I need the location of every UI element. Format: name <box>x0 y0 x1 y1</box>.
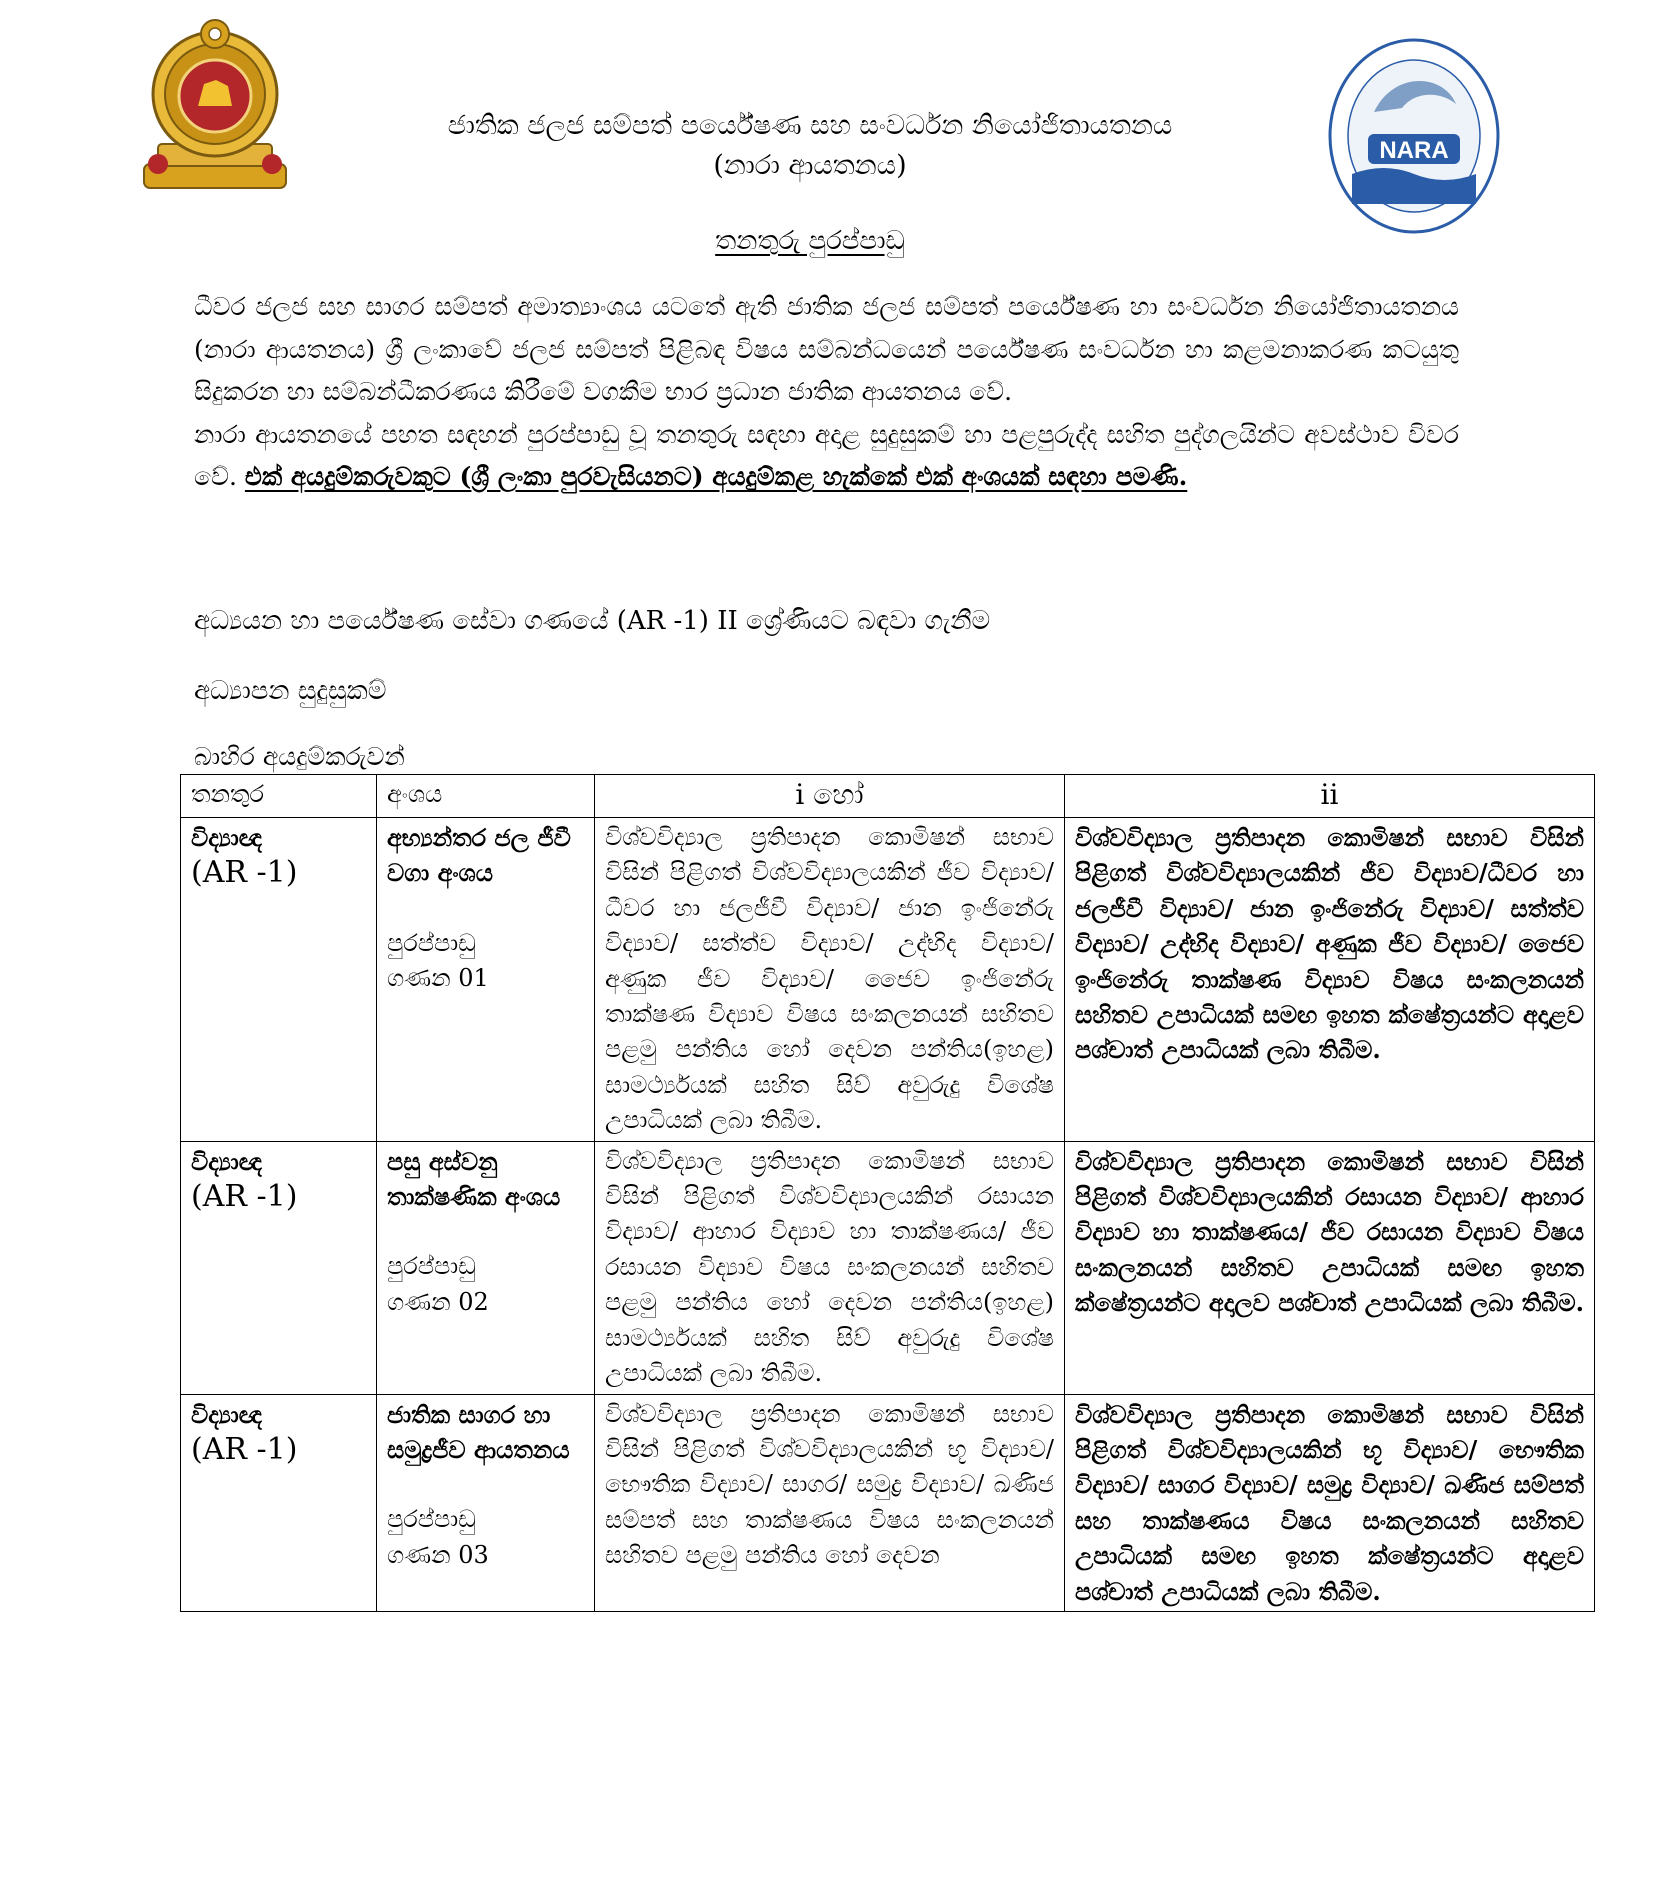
division-cell <box>377 818 595 1142</box>
post-grade: (AR -1) <box>191 1179 298 1215</box>
state-emblem-icon <box>134 14 296 194</box>
division-name: ජාතික සාගර හා සමුද්‍රජීව ආයතනය <box>387 1399 570 1464</box>
post-cell <box>181 1394 377 1611</box>
organization-name: ජාතික ජලජ සම්පත් පර්යේෂණ සහ සංවර්ධන නියෝජිතායතනය <box>447 110 1173 141</box>
vacancy-count: ගණන 02 <box>387 1287 489 1316</box>
table-row <box>181 1141 1595 1394</box>
intro-paragraph: ධීවර ජලජ සහ සාගර සම්පත් අමාත්‍යාංශය යටතේ ඇති ජාතික ජලජ සම්පත් පර්යේෂණ හා සංවර්ධන නියෝජිතායතනය (නාරා ආයතනය) ශ්‍රී ලංකාවේ ජලජ සම්පත් පිළිබඳ විෂය සම්බන්ධයෙන් පර්යේෂණ සංවර්ධන හා කළමනාකරණ කටයුතු සිදුකරන හා සම්බන්ධීකරණය කිරීමේ වගකීම භාර ප්‍රධාන ජාතික ආයතනය වේ. <box>194 292 1459 406</box>
vacancy-label: පුරප්පාඩු <box>387 1505 476 1534</box>
vacancy-count: ගණන 01 <box>387 964 489 993</box>
option-i-cell: විශ්වවිද්‍යාල ප්‍රතිපාදන කොමිෂන් සභාව විසින් පිළිගත් විශ්වවිද්‍යාලයකින් ජීව විද්‍යාව/ධීවර හා ජලජීවී විද්‍යාව/ ජාන ඉංජිනේරු විද්‍යාව/ සත්ත්ව විද්‍යාව/ උද්භිද විද්‍යාව/ අණුක ජීව විද්‍යාව/ ජෛව ඉංජිනේරු තාක්ෂණ විද්‍යාව විෂය සංකලනයන් සහිතව පළමු පන්තිය හෝ දෙවන පන්තිය(ඉහළ) සාමර්ථ්‍යයක් සහිත සිව් අවුරුදු විශේෂ උපාධියක් ලබා තිබීම. <box>595 818 1065 1142</box>
post-cell <box>181 818 377 1142</box>
intro-eligibility-note: එක් අයදුම්කරුවකුට (ශ්‍රී ලංකා පුරවැසියනට) අයදුම්කළ හැක්කේ එක් අංශයක් සඳහා පමණි. <box>244 462 1188 491</box>
intro-paragraph-2-text: නාරා ආයතනයේ පහත සඳහන් පුරප්පාඩු වූ තනතුරු සඳහා අදාළ සුදුසුකම් හා පළපුරුද්ද සහිත පුද්ගලයින්ට අවස්ථාව විවර වේ. <box>194 419 1459 491</box>
header-division: අංශය <box>377 775 595 818</box>
division-name: අභ්‍යන්තර ජල ජීවී වගා අංශය <box>387 823 571 888</box>
table-row <box>181 1394 1595 1611</box>
post-title: විද්‍යාඥ <box>191 823 263 852</box>
intro-paragraph-2 <box>194 414 1459 499</box>
division-cell <box>377 1394 595 1611</box>
qualifications-heading: අධ්‍යාපන සුදුසුකම් <box>194 676 387 706</box>
post-grade: (AR -1) <box>191 1431 298 1467</box>
service-heading: අධ්‍යයන හා පර්යේෂණ සේවා ගණයේ (AR -1) II ශ්‍රේණියට බඳවා ගැනීම <box>194 606 991 636</box>
vacancy-count: ගණන 03 <box>387 1540 489 1569</box>
vacancy-label: පුරප්පාඩු <box>387 928 476 957</box>
post-title: විද්‍යාඥ <box>191 1146 263 1176</box>
post-cell <box>181 1141 377 1394</box>
vacancy-label: පුරප්පාඩු <box>387 1252 476 1281</box>
post-grade: (AR -1) <box>191 855 298 891</box>
qualifications-table <box>180 774 1595 1612</box>
header-option-i: i හෝ <box>595 775 1065 818</box>
option-i-cell: විශ්වවිද්‍යාල ප්‍රතිපාදන කොමිෂන් සභාව විසින් පිළිගත් විශ්වවිද්‍යාලයකින් රසායන විද්‍යාව/ ආහාර විද්‍යාව හා තාක්ෂණය/ ජීව රසායන විද්‍යාව විෂය සංකලනයන් සහිතව පළමු පන්තිය හෝ දෙවන පන්තිය(ඉහළ) සාමර්ථ්‍යයක් සහිත සිව් අවුරුදු විශේෂ උපාධියක් ලබා තිබීම. <box>595 1141 1065 1394</box>
organization-short-name: (නාරා ආයතනය) <box>713 150 907 181</box>
table-row <box>181 818 1595 1142</box>
division-name: පසු අස්වනු තාක්ෂණික අංශය <box>387 1146 561 1212</box>
post-title: විද්‍යාඥ <box>191 1399 263 1429</box>
intro-text <box>194 286 1459 499</box>
header-post: තනතුර <box>181 775 377 818</box>
option-ii-cell: විශ්වවිද්‍යාල ප්‍රතිපාදන කොමිෂන් සභාව විසින් පිළිගත් විශ්වවිද්‍යාලයකින් ජීව විද්‍යාව/ධීවර හා ජලජීවී විද්‍යාව/ ජාන ඉංජිනේරු විද්‍යාව/ සත්ත්ව විද්‍යාව/ උද්භිද විද්‍යාව/ අණුක ජීව විද්‍යාව/ ජෛව ඉංජිනේරු තාක්ෂණ විද්‍යාව විෂය සංකලනයන් සහිතව උපාධියක් සමඟ ඉහත ක්ෂේත්‍රයන්ට අදාළව පශ්චාත් උපාධියක් ලබා තිබීම. <box>1065 818 1595 1142</box>
notice-title: තනතුරු පුරප්පාඩු <box>715 226 905 256</box>
option-ii-cell: විශ්වවිද්‍යාල ප්‍රතිපාදන කොමිෂන් සභාව විසින් පිළිගත් විශ්වවිද්‍යාලයකින් රසායන විද්‍යාව/ ආහාර විද්‍යාව හා තාක්ෂණය/ ජීව රසායන විද්‍යාව විෂය සංකලනයන් සහිතව උපාධියක් සමඟ ඉහත ක්ෂේත්‍රයන්ට අදාලව පශ්චාත් උපාධියක් ලබා තිබීම. <box>1065 1141 1595 1394</box>
option-ii-cell: විශ්වවිද්‍යාල ප්‍රතිපාදන කොමිෂන් සභාව විසින් පිළිගත් විශ්වවිද්‍යාලයකින් භූ විද්‍යාව/ භෞතික විද්‍යාව/ සාගර විද්‍යාව/ සමුද්‍ර විද්‍යාව/ ඛණිජ සම්පත් සහ තාක්ෂණය විෂය සංකලනයන් සහිතව උපාධියක් සමඟ ඉහත ක්ෂේත්‍රයන්ට අදාළව පශ්චාත් උපාධියක් ලබා තිබීම. <box>1065 1394 1595 1611</box>
header-option-ii: ii <box>1065 775 1595 818</box>
option-i-cell: විශ්වවිද්‍යාල ප්‍රතිපාදන කොමිෂන් සභාව විසින් පිළිගත් විශ්වවිද්‍යාලයකින් භූ විද්‍යාව/ භෞතික විද්‍යාව/ සාගර/ සමුද්‍ර විද්‍යාව/ ඛණිජ සම්පත් සහ තාක්ෂණය විෂය සංකලනයන් සහිතව පළමු පන්තිය හෝ දෙවන <box>595 1394 1065 1611</box>
nara-logo-icon <box>1324 34 1504 238</box>
applicants-heading: බාහිර අයදුම්කරුවන් <box>194 742 405 771</box>
nara-logo-text: NARA <box>1379 137 1449 164</box>
table-header-row <box>181 775 1595 818</box>
division-cell <box>377 1141 595 1394</box>
